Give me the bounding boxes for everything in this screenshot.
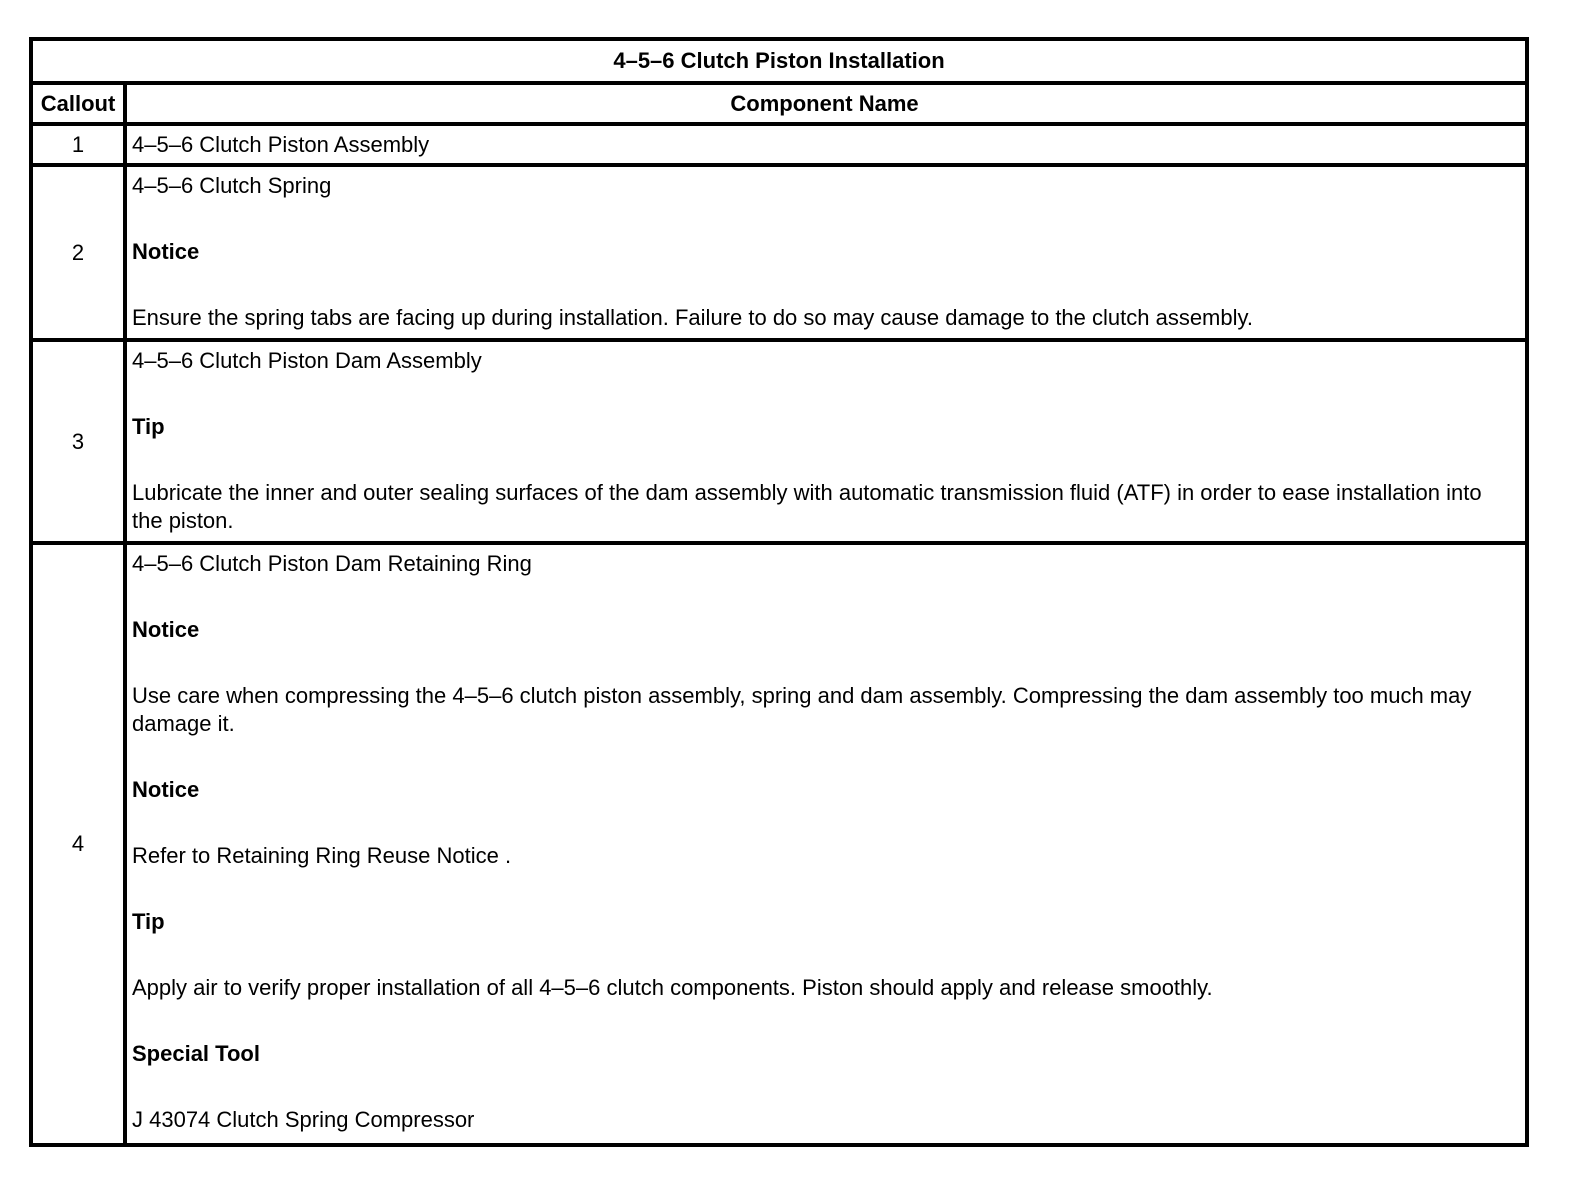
- tip-text: Lubricate the inner and outer sealing surfaces of the dam assembly with automatic transmission fluid (ATF) in order to ease installation into the piston.: [132, 480, 1482, 533]
- notice-label: Notice: [132, 239, 200, 264]
- table-row-1: [33, 122, 1525, 163]
- tip-label: Tip: [132, 909, 165, 934]
- component-name: 4–5–6 Clutch Spring: [132, 173, 332, 198]
- callout-cell: 2: [33, 167, 127, 338]
- table-title: [33, 41, 1525, 81]
- notice-label: Notice: [132, 617, 200, 642]
- table-row-4: [33, 541, 1525, 1143]
- component-name: 4–5–6 Clutch Piston Dam Assembly: [132, 348, 482, 373]
- header-row: [33, 81, 1525, 122]
- special-tool-label: Special Tool: [132, 1041, 260, 1066]
- callout-header: Callout: [33, 85, 127, 122]
- component-name-cell: [127, 167, 1525, 338]
- special-tool-text: J 43074 Clutch Spring Compressor: [132, 1107, 475, 1132]
- component-name: 4–5–6 Clutch Piston Assembly: [132, 131, 430, 157]
- table-row-2: [33, 163, 1525, 338]
- notice-text: Refer to Retaining Ring Reuse Notice .: [132, 843, 512, 868]
- callout-cell: 4: [33, 545, 127, 1143]
- notice-text: Ensure the spring tabs are facing up during installation. Failure to do so may cause damage to the clutch assembly.: [132, 305, 1253, 330]
- component-name-cell: [127, 545, 1525, 1143]
- table-title-text: 4–5–6 Clutch Piston Installation: [613, 48, 945, 73]
- callout-cell: 3: [33, 342, 127, 541]
- tip-label: Tip: [132, 414, 165, 439]
- component-name-cell: [127, 126, 1525, 163]
- notice-label: Notice: [132, 777, 200, 802]
- notice-text: Use care when compressing the 4–5–6 clutch piston assembly, spring and dam assembly. Compressing the dam assembly too much may damage it.: [132, 683, 1472, 736]
- component-name: 4–5–6 Clutch Piston Dam Retaining Ring: [132, 551, 532, 576]
- tip-text: Apply air to verify proper installation of all 4–5–6 clutch components. Piston should apply and release smoothly.: [132, 975, 1213, 1000]
- table-row-3: [33, 338, 1525, 541]
- component-name-cell: [127, 342, 1525, 541]
- component-table: [29, 37, 1529, 1147]
- callout-cell: 1: [33, 126, 127, 163]
- component-name-header: Component Name: [730, 90, 919, 116]
